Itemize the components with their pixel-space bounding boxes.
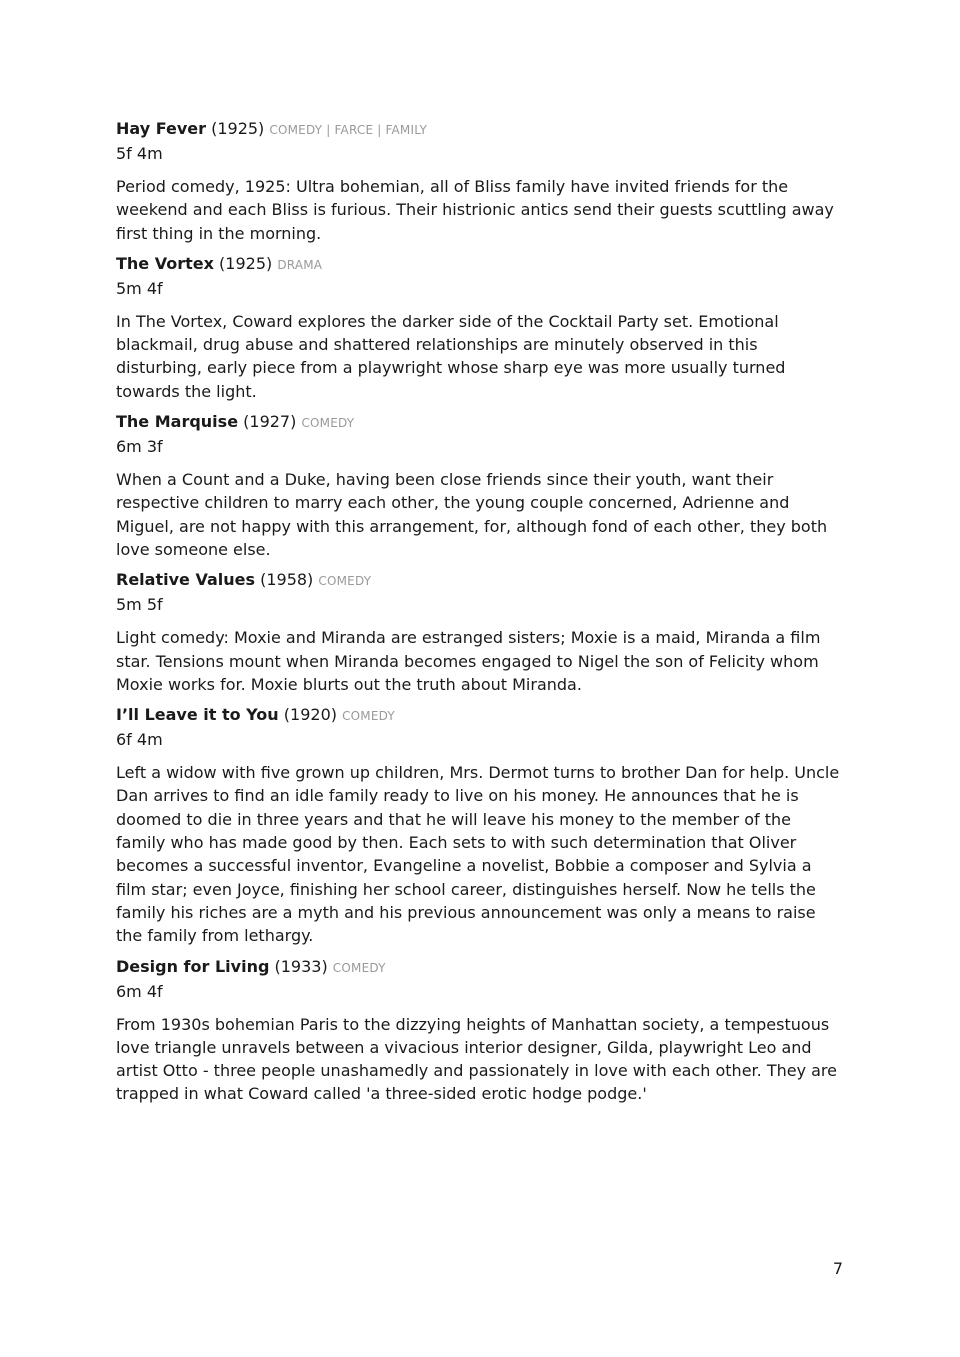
play-genre: DRAMA xyxy=(277,257,323,272)
play-genre: COMEDY xyxy=(342,709,395,724)
play-description: In The Vortex, Coward explores the darker side of the Cocktail Party set. Emotional blackmail, drug abuse and shattered relationships are minutely observed in this disturbing, early piece from a playwright whose sharp eye was more usually turned towards the light. xyxy=(116,311,786,401)
play-cast: 6f 4m xyxy=(116,730,163,750)
play-year: (1925) xyxy=(219,253,273,273)
play-genre: COMEDY xyxy=(318,574,372,589)
play-description: Period comedy, 1925: Ultra bohemian, all of Bliss family have invited friends for the weekend and each Bliss is furious. Their histrionic antics send their guests scuttling away first thing in the morning. xyxy=(116,177,834,243)
play-heading xyxy=(116,703,842,728)
play-description: Light comedy: Moxie and Miranda are estranged sisters; Moxie is a maid, Miranda a film star. Tensions mount when Miranda becomes engaged to Nigel the son of Felicity whom Moxie works for. Moxie blurts out the truth about Miranda. xyxy=(116,628,821,694)
play-genre: COMEDY xyxy=(301,416,355,431)
play-heading xyxy=(116,117,842,142)
play-entry-ill-leave-it-to-you xyxy=(116,703,842,947)
play-genre: COMEDY xyxy=(332,960,386,975)
play-cast: 5m 5f xyxy=(116,595,163,615)
play-description: Left a widow with five grown up children, Mrs. Dermot turns to brother Dan for help. Uncle Dan arrives to find an idle family ready to live on his money. He announces that he is doomed to die in three years and that he will leave his money to the member of the family who has made good by then. Each sets to with such determination that Oliver becomes a successful inventor, Evangeline a novelist, Bobbie a composer and Sylvia a film star; even Joyce, finishing her school career, distinguishes herself. Now he tells the family his riches are a myth and his previous announcement was only a means to raise the family from lethargy. xyxy=(116,763,840,946)
play-year: (1925) xyxy=(211,119,265,138)
play-entry-the-vortex xyxy=(116,252,842,403)
play-entry-relative-values xyxy=(116,568,842,696)
play-title: The Marquise xyxy=(116,412,239,432)
play-title: Hay Fever xyxy=(116,119,206,138)
play-cast: 5m 4f xyxy=(116,278,163,298)
play-title: Relative Values xyxy=(116,570,255,590)
play-cast: 5f 4m xyxy=(116,144,163,163)
play-entry-design-for-living xyxy=(116,955,842,1106)
play-entry-hay-fever xyxy=(116,117,842,245)
play-heading xyxy=(116,410,842,435)
play-cast: 6m 4f xyxy=(116,981,163,1001)
play-title: The Vortex xyxy=(116,253,214,273)
play-heading xyxy=(116,252,842,277)
play-description: From 1930s bohemian Paris to the dizzying heights of Manhattan society, a tempestuous love triangle unravels between a vivacious interior designer, Gilda, playwright Leo and artist Otto - three people unashamedly and passionately in love with each other. They are trapped in what Coward called 'a three-sided erotic hodge podge.' xyxy=(116,1014,837,1104)
play-catalogue xyxy=(116,117,842,1113)
play-description: When a Count and a Duke, having been close friends since their youth, want their respective children to marry each other, the young couple concerned, Adrienne and Miguel, are not happy with this arrangement, for, although fond of each other, they both love someone else. xyxy=(116,470,828,559)
play-entry-the-marquise xyxy=(116,410,842,561)
play-year: (1920) xyxy=(283,705,337,725)
play-title: Design for Living xyxy=(116,956,270,976)
play-year: (1927) xyxy=(243,412,297,432)
play-year: (1958) xyxy=(260,570,314,590)
play-genre: COMEDY | FARCE | FAMILY xyxy=(269,123,428,137)
play-cast: 6m 3f xyxy=(116,437,163,457)
play-title: I’ll Leave it to You xyxy=(116,705,279,725)
play-year: (1933) xyxy=(274,956,328,976)
play-heading xyxy=(116,955,842,980)
play-heading xyxy=(116,568,842,593)
page-number: 7 xyxy=(832,1259,843,1278)
